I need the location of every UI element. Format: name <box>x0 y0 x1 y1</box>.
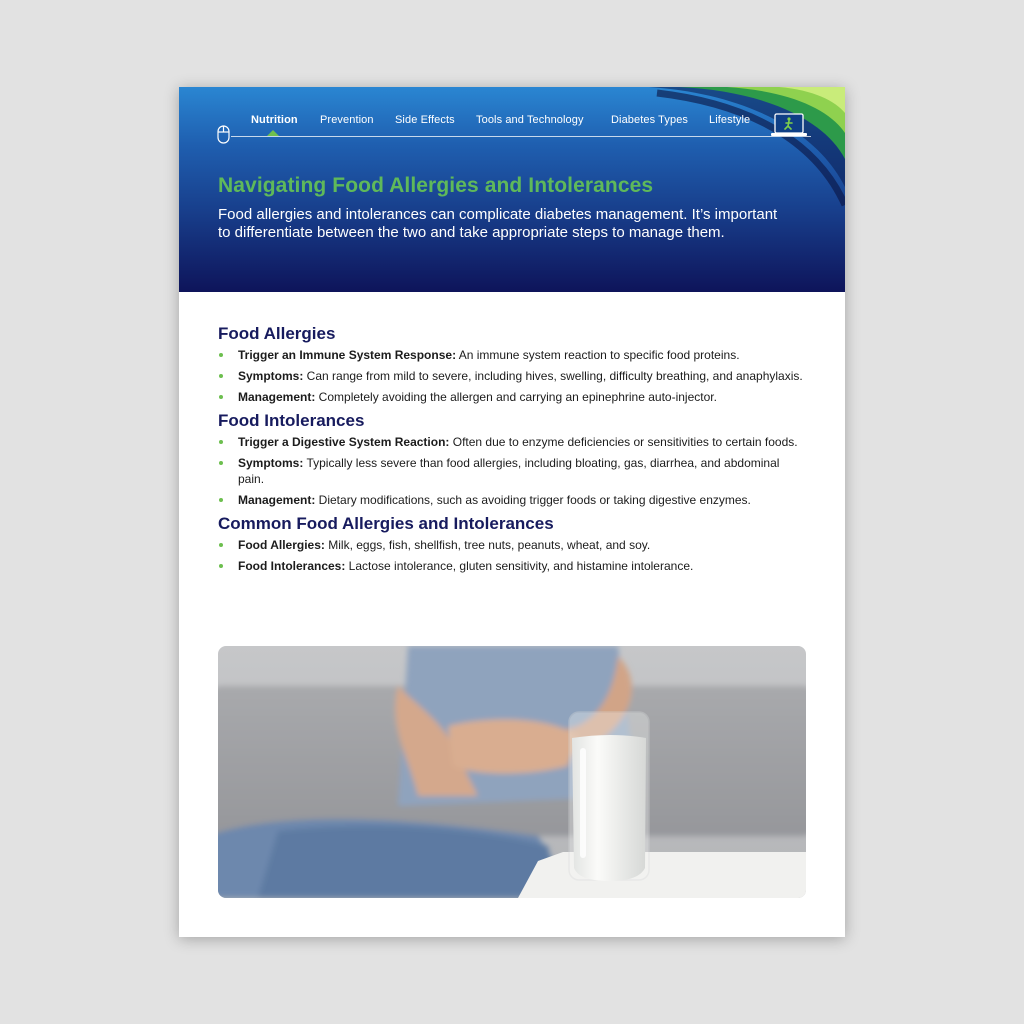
list-item <box>218 558 808 574</box>
photo-woman-with-milk-glass <box>218 646 806 898</box>
nav-item-tools-and-technology[interactable]: Tools and Technology <box>476 114 584 126</box>
mouse-icon <box>216 122 232 146</box>
list-item <box>218 492 808 508</box>
item-term: Food Allergies: <box>238 538 325 552</box>
item-text: Completely avoiding the allergen and carrying an epinephrine auto-injector. <box>315 390 717 404</box>
bullet-icon <box>219 498 223 502</box>
main-content <box>218 323 808 579</box>
list-item <box>218 537 808 553</box>
section-heading-food-allergies: Food Allergies <box>218 324 336 343</box>
nav-item-side-effects[interactable]: Side Effects <box>395 114 455 126</box>
food-allergies-list <box>218 347 808 405</box>
item-text: Lactose intolerance, gluten sensitivity, and histamine intolerance. <box>345 559 694 573</box>
bullet-icon <box>219 461 223 465</box>
item-text: Can range from mild to severe, including hives, swelling, difficulty breathing, and anaphylaxis. <box>303 369 803 383</box>
item-term: Trigger an Immune System Response: <box>238 348 457 362</box>
list-item <box>218 455 808 487</box>
section-heading-food-intolerances: Food Intolerances <box>218 411 365 430</box>
item-text: Often due to enzyme deficiencies or sensitivities to certain foods. <box>449 435 798 449</box>
list-item <box>218 347 808 363</box>
header-banner <box>179 87 845 292</box>
item-text: Typically less severe than food allergies, including bloating, gas, diarrhea, and abdominal pain. <box>238 456 780 486</box>
item-term: Management: <box>238 493 316 507</box>
item-term: Symptoms: <box>238 369 304 383</box>
list-item <box>218 389 808 405</box>
bullet-icon <box>219 564 223 568</box>
nav-item-prevention[interactable]: Prevention <box>320 114 374 126</box>
top-navigation <box>179 87 845 147</box>
bullet-icon <box>219 353 223 357</box>
nav-item-diabetes-types[interactable]: Diabetes Types <box>611 114 689 126</box>
bullet-icon <box>219 374 223 378</box>
list-item <box>218 368 808 384</box>
bullet-icon <box>219 440 223 444</box>
food-intolerances-list <box>218 434 808 508</box>
item-text: An immune system reaction to specific food proteins. <box>456 348 740 362</box>
laptop-icon <box>769 111 809 139</box>
document-page <box>179 87 845 937</box>
intro-paragraph: Food allergies and intolerances can complicate diabetes management. It’s important to differentiate between the two and take appropriate steps to manage them. <box>218 206 778 241</box>
bullet-icon <box>219 543 223 547</box>
common-allergies-list <box>218 537 808 574</box>
item-term: Trigger a Digestive System Reaction: <box>238 435 450 449</box>
item-term: Food Intolerances: <box>238 559 346 573</box>
list-item <box>218 434 808 450</box>
section-heading-common-food-allergies: Common Food Allergies and Intolerances <box>218 514 554 533</box>
nav-divider-line <box>231 136 811 137</box>
nav-item-nutrition[interactable]: Nutrition <box>251 114 298 126</box>
item-text: Dietary modifications, such as avoiding trigger foods or taking digestive enzymes. <box>315 493 751 507</box>
bullet-icon <box>219 395 223 399</box>
nav-item-lifestyle[interactable]: Lifestyle <box>709 114 751 126</box>
item-text: Milk, eggs, fish, shellfish, tree nuts, peanuts, wheat, and soy. <box>324 538 651 552</box>
page-title: Navigating Food Allergies and Intolerances <box>218 174 654 197</box>
item-term: Symptoms: <box>238 456 304 470</box>
item-term: Management: <box>238 390 316 404</box>
active-tab-indicator <box>267 130 279 136</box>
